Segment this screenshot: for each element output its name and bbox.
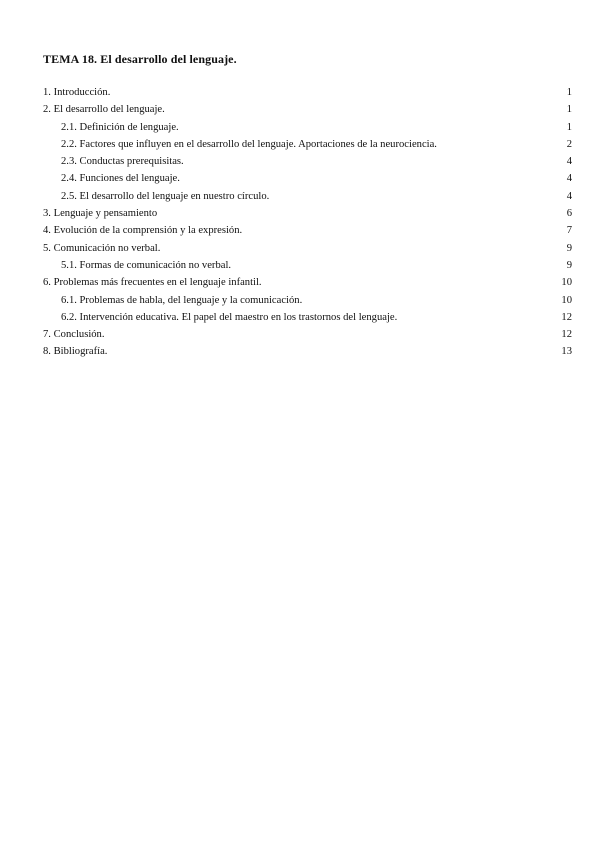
toc-entry-label: 2.4. Funciones del lenguaje. <box>61 173 180 185</box>
toc-entry-label: 5.1. Formas de comunicación no verbal. <box>61 259 232 271</box>
toc-entry-5[interactable] <box>43 240 572 257</box>
toc-entry-6-1[interactable] <box>43 292 572 309</box>
toc-entry-label: 2.5. El desarrollo del lenguaje en nuestro círculo. <box>61 190 270 202</box>
toc-entry-label: 2.2. Factores que influyen en el desarrollo del lenguaje. Aportaciones de la neurociencia. <box>61 138 437 150</box>
table-of-contents <box>43 84 572 361</box>
toc-entry-6[interactable] <box>43 274 572 291</box>
toc-entry-3[interactable] <box>43 205 572 222</box>
toc-entry-page: 9 <box>566 242 572 254</box>
toc-entry-2[interactable] <box>43 101 572 118</box>
toc-entry-page: 1 <box>566 121 572 133</box>
toc-entry-page: 10 <box>561 294 572 306</box>
toc-entry-page: 1 <box>566 87 572 98</box>
toc-entry-page: 1 <box>566 104 572 116</box>
toc-entry-2-2[interactable] <box>43 136 572 153</box>
toc-entry-page: 6 <box>566 208 572 220</box>
toc-entry-label: 8. Bibliografía. <box>43 346 108 358</box>
toc-entry-label: 5. Comunicación no verbal. <box>43 242 161 254</box>
toc-entry-8[interactable] <box>43 343 572 360</box>
toc-entry-label: 6.1. Problemas de habla, del lenguaje y la comunicación. <box>61 294 303 306</box>
toc-entry-label: 2.1. Definición de lenguaje. <box>61 121 179 133</box>
toc-entry-page: 10 <box>561 277 572 289</box>
toc-entry-page: 2 <box>566 138 572 150</box>
toc-entry-2-4[interactable] <box>43 170 572 187</box>
toc-entry-label: 1. Introducción. <box>43 87 111 98</box>
toc-entry-4[interactable] <box>43 222 572 239</box>
toc-entry-page: 7 <box>566 225 572 237</box>
toc-entry-label: 7. Conclusión. <box>43 329 105 341</box>
toc-entry-label: 2.3. Conductas prerequisitas. <box>61 156 184 168</box>
toc-entry-page: 4 <box>566 190 572 202</box>
toc-entry-page: 12 <box>561 311 572 323</box>
toc-entry-5-1[interactable] <box>43 257 572 274</box>
toc-entry-2-5[interactable] <box>43 188 572 205</box>
page-title: TEMA 18. El desarrollo del lenguaje. <box>43 52 237 66</box>
toc-entry-page: 4 <box>566 156 572 168</box>
toc-entry-page: 13 <box>561 346 572 358</box>
toc-entry-2-1[interactable] <box>43 119 572 136</box>
toc-entry-2-3[interactable] <box>43 153 572 170</box>
toc-entry-page: 4 <box>566 173 572 185</box>
toc-entry-6-2[interactable] <box>43 309 572 326</box>
toc-entry-label: 2. El desarrollo del lenguaje. <box>43 104 165 116</box>
toc-entry-7[interactable] <box>43 326 572 343</box>
toc-entry-1[interactable] <box>43 84 572 101</box>
toc-entry-page: 9 <box>566 259 572 271</box>
toc-entry-label: 4. Evolución de la comprensión y la expresión. <box>43 225 243 237</box>
toc-entry-label: 3. Lenguaje y pensamiento <box>43 208 158 220</box>
toc-entry-label: 6. Problemas más frecuentes en el lenguaje infantil. <box>43 277 262 289</box>
toc-entry-label: 6.2. Intervención educativa. El papel del maestro en los trastornos del lenguaje. <box>61 311 398 323</box>
toc-entry-page: 12 <box>561 329 572 341</box>
